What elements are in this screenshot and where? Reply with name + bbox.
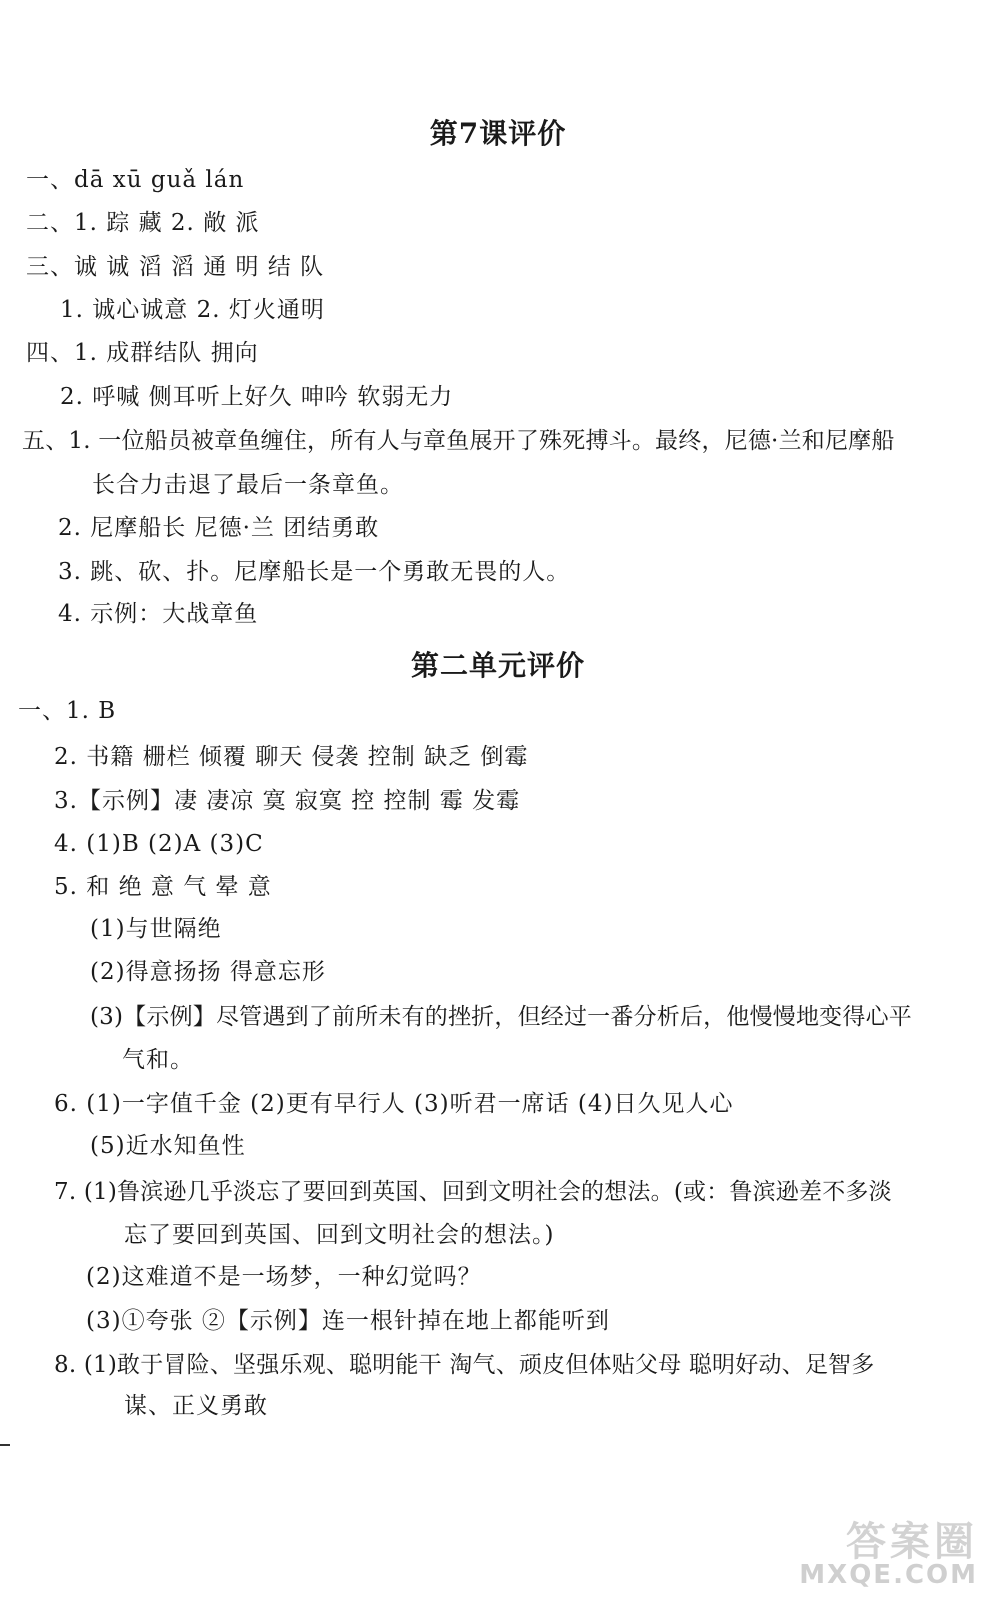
watermark-bottom-text: MXQE.COM bbox=[799, 1560, 978, 1590]
answer-line: 长合力击退了最后一条章鱼。 bbox=[92, 472, 404, 498]
answer-line: 7. (1)鲁滨逊几乎淡忘了要回到英国、回到文明社会的想法。(或：鲁滨逊差不多淡 bbox=[54, 1179, 892, 1205]
answer-line: (3)①夸张 ②【示例】连一根针掉在地上都能听到 bbox=[86, 1308, 610, 1334]
watermark-top-text: 答案圈 bbox=[846, 1519, 978, 1565]
answer-line: 1. 诚心诚意 2. 灯火通明 bbox=[60, 297, 325, 323]
answer-line: 一、dā xū guǎ lán bbox=[26, 167, 245, 193]
answer-line: 3.【示例】凄 凄凉 寞 寂寞 控 控制 霉 发霉 bbox=[54, 788, 521, 814]
answer-line: (2)得意扬扬 得意忘形 bbox=[90, 959, 326, 985]
answer-line: 三、诚 诚 滔 滔 通 明 结 队 bbox=[26, 254, 325, 280]
answer-line: 忘了要回到英国、回到文明社会的想法。) bbox=[124, 1222, 555, 1248]
answer-line: 五、1. 一位船员被章鱼缠住，所有人与章鱼展开了殊死搏斗。最终，尼德·兰和尼摩船 bbox=[22, 428, 895, 454]
answer-line: 6. (1)一字值千金 (2)更有早行人 (3)听君一席话 (4)日久见人心 bbox=[54, 1091, 734, 1117]
answer-line: 一、1. B bbox=[18, 698, 117, 724]
answer-line: 5. 和 绝 意 气 晕 意 bbox=[54, 874, 272, 900]
answer-line: 二、1. 踪 藏 2. 敞 派 bbox=[26, 210, 260, 236]
page-edge-rule bbox=[0, 1444, 10, 1446]
answer-line: 2. 尼摩船长 尼德·兰 团结勇敢 bbox=[58, 515, 380, 541]
answer-line: 谋、正义勇敢 bbox=[124, 1393, 268, 1419]
answer-line: (1)与世隔绝 bbox=[90, 916, 222, 942]
answer-line: 2. 书籍 栅栏 倾覆 聊天 侵袭 控制 缺乏 倒霉 bbox=[54, 744, 529, 770]
answer-line: (3)【示例】尽管遇到了前所未有的挫折，但经过一番分析后，他慢慢地变得心平 bbox=[90, 1004, 912, 1030]
answer-line: 4. 示例：大战章鱼 bbox=[58, 601, 259, 627]
section-title: 第7课评价 bbox=[429, 117, 567, 150]
answer-line: (2)这难道不是一场梦，一种幻觉吗？ bbox=[86, 1264, 482, 1290]
answer-line: 3. 跳、砍、扑。尼摩船长是一个勇敢无畏的人。 bbox=[58, 559, 571, 585]
answer-line: (5)近水知鱼性 bbox=[90, 1133, 246, 1159]
answer-line: 2. 呼喊 侧耳听上好久 呻吟 软弱无力 bbox=[60, 384, 454, 410]
answer-line: 气和。 bbox=[122, 1047, 194, 1073]
section-title: 第二单元评价 bbox=[410, 649, 585, 682]
answer-line: 四、1. 成群结队 拥向 bbox=[26, 340, 259, 366]
answer-line: 4. (1)B (2)A (3)C bbox=[54, 831, 264, 857]
answer-line: 8. (1)敢于冒险、坚强乐观、聪明能干 淘气、顽皮但体贴父母 聪明好动、足智多 bbox=[54, 1352, 875, 1378]
watermark-logo bbox=[798, 1510, 978, 1590]
